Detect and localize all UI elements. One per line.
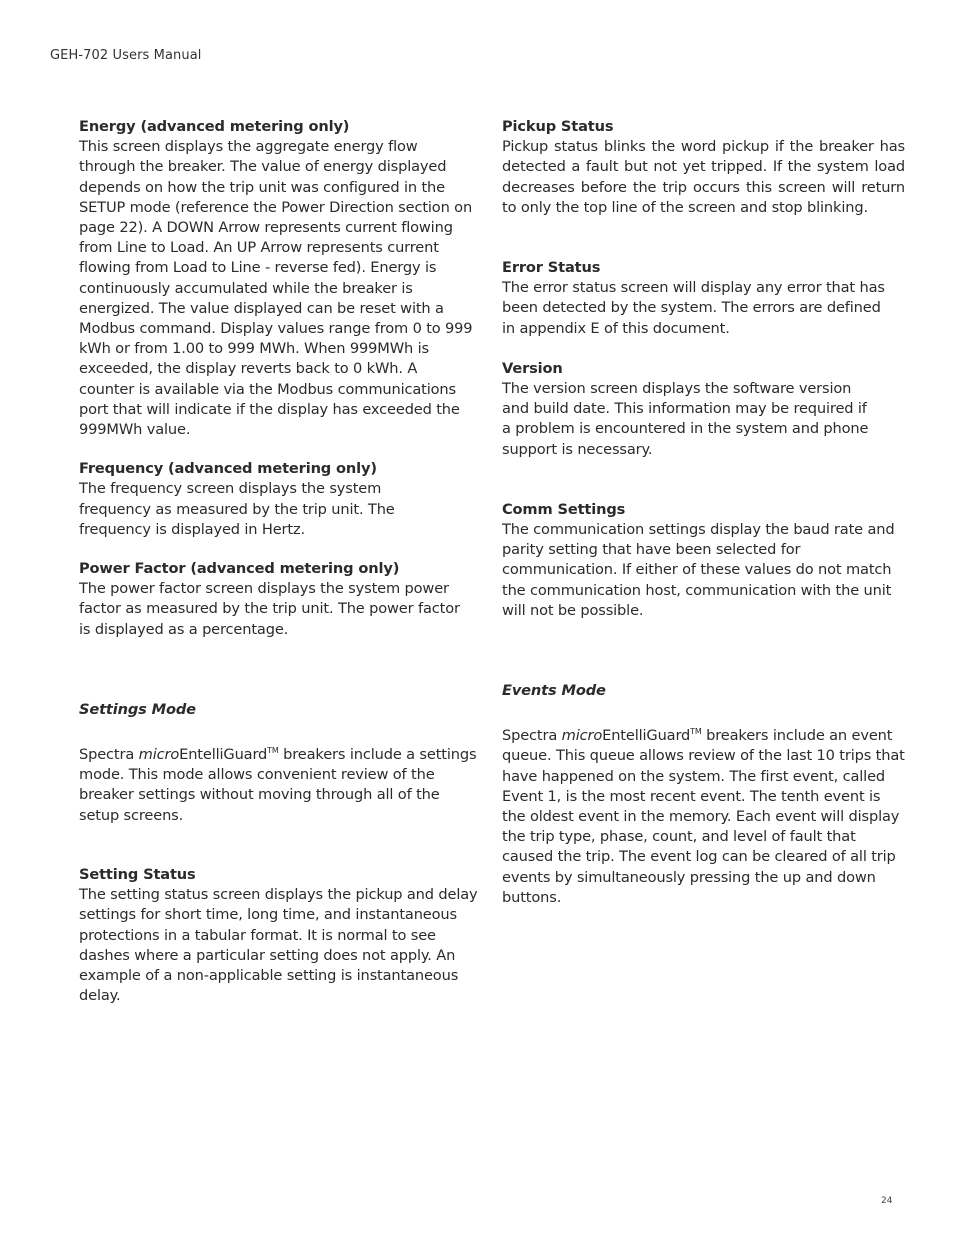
version-section — [502, 359, 872, 460]
comm-settings-section — [502, 500, 897, 621]
events-mode-intro-before: Spectra — [502, 727, 562, 745]
settings-mode-intro-italic: micro — [138, 746, 180, 764]
error-status-section — [502, 258, 892, 339]
pickup-status-section — [502, 117, 905, 218]
frequency-section — [79, 459, 457, 540]
settings-mode-intro-after: breakers include a settings mode. This mode allows convenient review of the breaker settings without moving through all of the setup screens. — [79, 746, 477, 824]
energy-section — [79, 117, 475, 440]
settings-mode-intro-brand: EntelliGuard — [179, 746, 268, 764]
document-header: GEH-702 Users Manual — [50, 48, 202, 63]
settings-mode-section — [79, 700, 484, 826]
page-number: 24 — [881, 1196, 893, 1206]
setting-status-heading: Setting Status — [79, 865, 196, 883]
power-factor-heading: Power Factor (advanced metering only) — [79, 560, 400, 578]
setting-status-body: The setting status screen displays the pickup and delay settings for short time, long time, and instantaneous protections in a tabular format. It is normal to see dashes where a particular setting does not apply. An example of a non-applicable setting is instantaneous delay. — [79, 886, 478, 1005]
version-heading: Version — [502, 359, 563, 377]
events-mode-intro — [502, 722, 905, 908]
version-body: The version screen displays the software version and build date. This information may be required if a problem is encountered in the system and phone support is necessary. — [502, 380, 869, 458]
setting-status-section — [79, 865, 484, 1006]
settings-mode-intro-before: Spectra — [79, 746, 139, 764]
settings-mode-heading: Settings Mode — [79, 700, 196, 718]
energy-body: This screen displays the aggregate energy flow through the breaker. The value of energy displayed depends on how the trip unit was configured in the SETUP mode (reference the Power Direction section on page 22). A DOWN Arrow represents current flowing from Line to Load. An UP Arrow represents current flowing from Load to Line - reverse fed). Energy is continuously accumulated while the breaker is energized. The value displayed can be reset with a Modbus command. Display values range from 0 to 999 kWh or from 1.00 to 999 MWh. When 999MWh is exceeded, the display reverts back to 0 kWh. A counter is available via the Modbus communications port that will indicate if the display has exceeded the 999MWh value. — [79, 138, 473, 439]
trademark-superscript: TM — [690, 727, 702, 737]
events-mode-intro-italic: micro — [561, 727, 603, 745]
events-mode-section — [502, 681, 905, 908]
comm-settings-heading: Comm Settings — [502, 500, 626, 518]
comm-settings-body: The communication settings display the baud rate and parity setting that have been selected for communication. If either of these values do not match the communication host, communication with the unit will not be possible. — [502, 521, 895, 619]
power-factor-section — [79, 559, 475, 640]
left-column — [79, 117, 484, 1006]
trademark-superscript: TM — [267, 746, 279, 756]
events-mode-heading: Events Mode — [502, 682, 606, 700]
events-mode-intro-after: breakers include an event queue. This queue allows review of the last 10 trips that have happened on the system. The first event, called Event 1, is the most recent event. The tenth event is the oldest event in the memory. Each event will display the trip type, phase, count, and level of fault that caused the trip. The event log can be cleared of all trip events by simultaneously pressing the up and down buttons. — [502, 727, 905, 906]
error-status-body: The error status screen will display any error that has been detected by the system. The errors are defined in appendix E of this document. — [502, 279, 885, 337]
frequency-body: The frequency screen displays the system frequency as measured by the trip unit. The frequency is displayed in Hertz. — [79, 480, 395, 538]
right-column — [502, 117, 905, 908]
frequency-heading: Frequency (advanced metering only) — [79, 460, 377, 478]
power-factor-body: The power factor screen displays the system power factor as measured by the trip unit. The power factor is displayed as a percentage. — [79, 580, 460, 638]
settings-mode-intro — [79, 741, 479, 826]
energy-heading: Energy (advanced metering only) — [79, 118, 350, 135]
events-mode-intro-brand: EntelliGuard — [602, 727, 691, 745]
pickup-status-heading: Pickup Status — [502, 118, 614, 135]
pickup-status-body: Pickup status blinks the word pickup if the breaker has detected a fault but not yet tripped. If the system load decreases before the trip occurs this screen will return to only the top line of the screen and stop blinking. — [502, 138, 905, 216]
error-status-heading: Error Status — [502, 259, 601, 277]
